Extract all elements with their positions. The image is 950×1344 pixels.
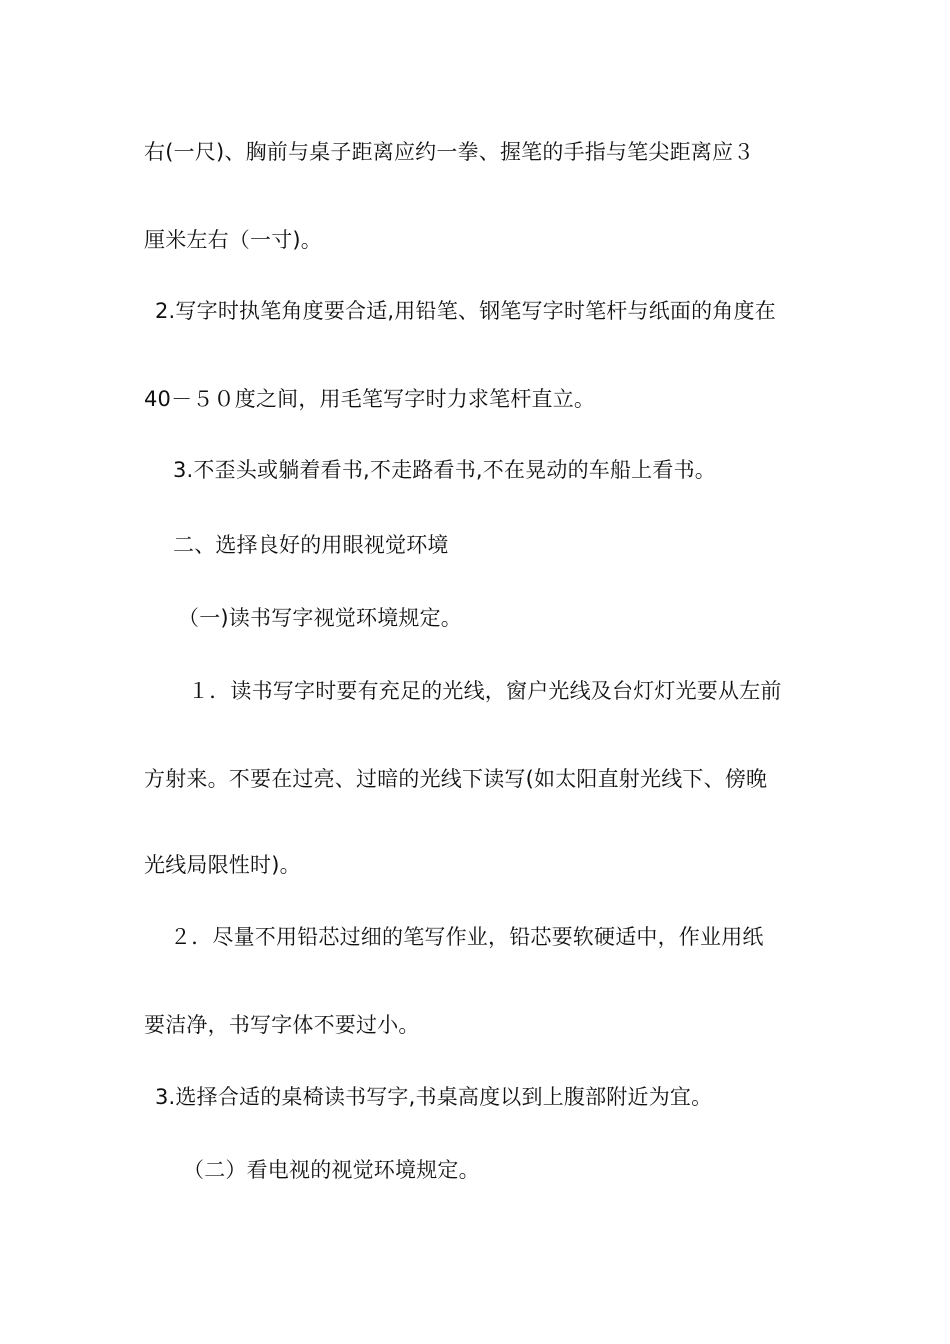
section-heading-2: 二、选择良好的用眼视觉环境 bbox=[173, 533, 449, 557]
text-line-5: 3.不歪头或躺着看书,不走路看书,不在晃动的车船上看书。 bbox=[173, 458, 716, 482]
text-line-12: 要洁净，书写字体不要过小。 bbox=[144, 1013, 420, 1037]
text-line-13: 3.选择合适的桌椅读书写字,书桌高度以到上腹部附近为宜。 bbox=[155, 1085, 713, 1109]
subsection-heading-1: （一)读书写字视觉环境规定。 bbox=[178, 606, 462, 630]
text-line-1: 右(一尺)、胸前与桌子距离应约一拳、握笔的手指与笔尖距离应３ bbox=[144, 140, 755, 164]
subsection-heading-2: （二）看电视的视觉环境规定。 bbox=[183, 1158, 480, 1182]
text-line-8: １．读书写字时要有充足的光线，窗户光线及台灯灯光要从左前 bbox=[188, 679, 782, 703]
text-line-4: 40－５０度之间，用毛笔写字时力求笔杆直立。 bbox=[144, 387, 596, 411]
text-line-11: ２．尽量不用铅芯过细的笔写作业，铅芯要软硬适中，作业用纸 bbox=[170, 925, 764, 949]
text-line-9: 方射来。不要在过亮、过暗的光线下读写(如太阳直射光线下、傍晚 bbox=[144, 767, 768, 791]
text-line-3: 2.写字时执笔角度要合适,用铅笔、钢笔写字时笔杆与纸面的角度在 bbox=[155, 299, 776, 323]
text-line-2: 厘米左右（一寸)。 bbox=[144, 228, 322, 252]
text-line-10: 光线局限性时)。 bbox=[144, 853, 301, 877]
